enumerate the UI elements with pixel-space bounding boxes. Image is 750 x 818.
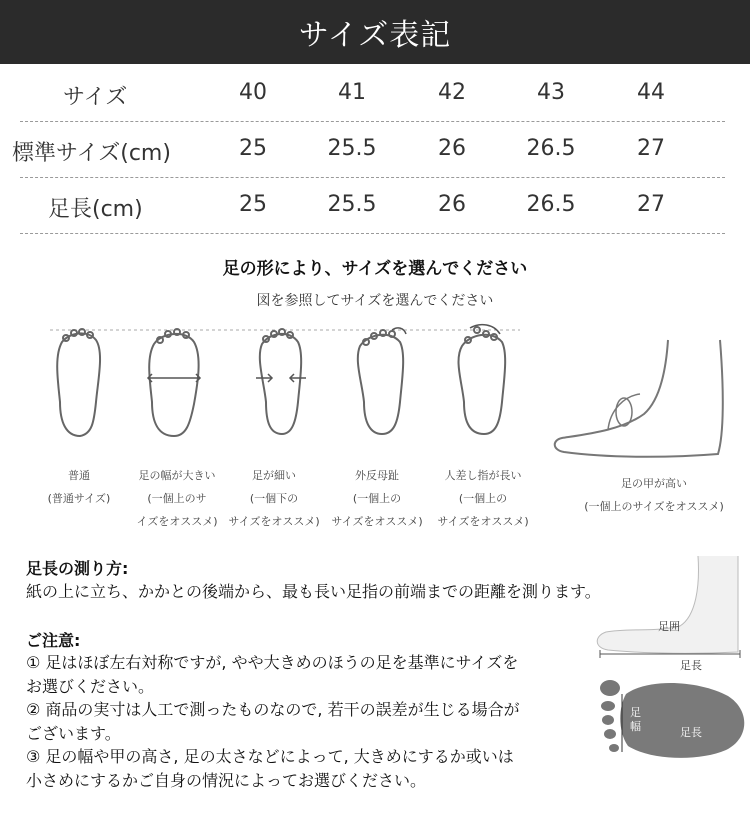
table-cell: 27: [637, 192, 665, 217]
page-title: サイズ表記: [298, 18, 452, 53]
caption-line: 足の幅が大きい: [138, 469, 216, 482]
table-cell: 40: [239, 80, 267, 105]
caption-line: サイズをオススメ): [228, 515, 320, 528]
table-cell: 42: [438, 80, 466, 105]
table-cell: 25.5: [327, 192, 377, 217]
foot-width-label: 足: [630, 706, 641, 719]
table-cell: 27: [637, 136, 665, 161]
row-label: 標準サイズ(cm): [12, 141, 171, 166]
caption-line: (普通サイズ): [47, 492, 111, 505]
caption-line: (一個上のサ: [147, 492, 207, 505]
note-line: ございます。: [26, 723, 121, 743]
caption-line: 足が細い: [252, 469, 296, 482]
foot-narrow-icon: [256, 329, 306, 434]
table-cell: 25: [239, 192, 267, 217]
caption-wide: [122, 464, 232, 533]
measure-text: 紙の上に立ち、かかとの後端から、最も長い足指の前端までの距離を測ります。: [26, 582, 601, 601]
foot-bunion-icon: [358, 328, 406, 434]
header-banner: [0, 0, 750, 64]
caption-line: サイズをオススメ): [331, 515, 423, 528]
note-line: ① 足はほぼ左右対称ですが, やや大きめのほうの足を基準にサイズを: [26, 653, 519, 672]
caption-line: (一個上の: [352, 492, 402, 505]
table-cell: 41: [338, 80, 366, 105]
caption-line: 外反母趾: [355, 469, 399, 482]
size-row: [20, 66, 725, 122]
row-divider: [20, 233, 725, 234]
note-line: お選びください。: [26, 676, 155, 696]
caption-high-instep: [564, 472, 744, 518]
table-cell: 26: [438, 136, 466, 161]
caption-line: (一個下の: [249, 492, 299, 505]
foot-shape-title: 足の形により、サイズを選んでください: [222, 259, 528, 279]
table-cell: 43: [537, 80, 565, 105]
row-label: 足長(cm): [48, 197, 143, 222]
foot-shape-subtitle: 図を参照してサイズを選んでください: [256, 293, 494, 309]
note-line: ② 商品の実寸は人工で測ったものなので, 若干の誤差が生じる場合が: [26, 700, 520, 719]
foot-length-label: 足長: [680, 726, 702, 739]
row-label: サイズ: [63, 85, 128, 110]
size-row: [12, 122, 725, 178]
foot-measure-icon: [588, 556, 750, 766]
caption-line: 人差し指が長い: [444, 469, 522, 482]
caption-normal: [34, 464, 124, 510]
notes-list: [26, 651, 596, 792]
caption-line: (一個上の: [458, 492, 508, 505]
table-cell: 44: [637, 80, 665, 105]
size-table: [12, 66, 725, 234]
foot-long-second-toe-icon: [459, 325, 506, 434]
foot-normal-icon: [57, 329, 100, 436]
caption-line: (一個上のサイズをオススメ): [584, 500, 724, 513]
table-cell: 25.5: [327, 136, 377, 161]
size-row: [20, 178, 725, 234]
caption-line: サイズをオススメ): [437, 515, 529, 528]
measure-title: 足長の測り方:: [26, 559, 129, 578]
note-line: 小さめにするかご自身の情況によってお選びください。: [26, 770, 427, 790]
note-line: ③ 足の幅や甲の高さ, 足の太さなどによって, 大きめにするか或いは: [26, 747, 514, 766]
table-cell: 26.5: [526, 192, 576, 217]
caption-line: 普通: [68, 469, 90, 482]
caption-bunion: [322, 464, 432, 533]
caption-narrow: [224, 464, 324, 533]
table-cell: 25: [239, 136, 267, 161]
foot-girth-label: 足囲: [658, 620, 680, 633]
foot-shape-illustrations: [40, 322, 540, 442]
caption-line: イズをオススメ): [136, 515, 218, 528]
high-instep-icon: [548, 330, 733, 470]
caption-long-second-toe: [428, 464, 538, 533]
table-cell: 26: [438, 192, 466, 217]
foot-wide-icon: [148, 329, 200, 436]
notes-title: ご注意:: [26, 631, 81, 650]
table-cell: 26.5: [526, 136, 576, 161]
foot-length-label: 足長: [680, 659, 702, 672]
caption-line: 足の甲が高い: [621, 477, 687, 490]
foot-width-label: 幅: [630, 720, 641, 733]
measurement-diagram: [588, 556, 750, 766]
